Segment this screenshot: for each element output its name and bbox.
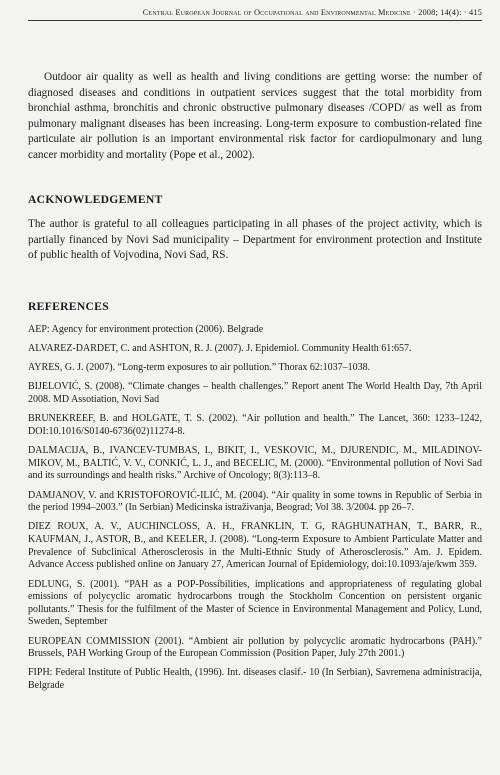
reference-item: DAMJANOV, V. and KRISTOFOROVIĆ-ILIĆ, M. (2004). “Air quality in some towns in Republic of Serbia in the period 1994–2003.” (In Serbian) Medicinska istraživanja, Beograd; Vol 38. 3/2004. pp 26–7. bbox=[28, 489, 482, 514]
reference-item: AEP: Agency for environment protection (2006). Belgrade bbox=[28, 323, 264, 335]
body-paragraph: Outdoor air quality as well as health and living conditions are getting worse: the number of diagnosed diseases and conditions in outpatient services suggest that the total morbidity from bronchial asthma, bronchitis and chronic obstructive pulmonary diseases /COPD/ as well as from pulmonary malignant diseases has been increasing. Long-term exposure to combustion-related fine particulate air pollution is an important environmental risk factor for cardiopulmonary and lung cancer morbidity and mortality (Pope et al., 2002). bbox=[28, 71, 482, 161]
reference-item: BRUNEKREEF, B. and HOLGATE, T. S. (2002). “Air pollution and health.” The Lancet, 360: 1233–1242, DOI:10.1016/S0140-6736(02)11274-8. bbox=[28, 413, 482, 437]
reference-item: EDLUNG, S. (2001). “PAH as a POP-Possibilities, implications and appropriateness of regulating global emissions of polycyclic aromatic hydrocarbons trough the Stockholm Concention on persistent organic pollutants.” Thesis for the fulfilment of the Master of Science in Environmental Management and Policy, Lund, Sweden, September bbox=[28, 578, 482, 628]
reference-item: DIEZ ROUX, A. V., AUCHINCLOSS, A. H., FRANKLIN, T. G, RAGHUNATHAN, T., BARR, R., KAUFMAN, J., ASTOR, B., and KEELER, J. (2008). “Long-term Exposure to Ambient Particulate Matter and Prevalence of Subclinical Atherosclerosis in the Multi-Ethnic Study of Atherosclerosis.” Am. J. Epidem. Advance Access published online on January 27, American Journal of Epidemiology, doi:10.1093/aje/kwm 359. bbox=[28, 521, 482, 571]
reference-item: BIJELOVIĆ, S. (2008). “Climate changes – health challenges.” Report anent The World Health Day, 7th April 2008. MD Assotiation, Novi Sad bbox=[28, 381, 482, 405]
running-head: Central European Journal of Occupational and Environmental Medicine · 2008; 14(4): · 415 bbox=[28, 8, 482, 21]
reference-item: AYRES, G. J. (2007). “Long-term exposures to air pollution.” Thorax 62:1037–1038. bbox=[28, 362, 371, 374]
page-content bbox=[28, 70, 482, 699]
references-heading: REFERENCES bbox=[28, 299, 109, 313]
acknowledgement-heading: ACKNOWLEDGEMENT bbox=[28, 193, 163, 206]
reference-item: ALVAREZ-DARDET, C. and ASHTON, R. J. (2007). J. Epidemiol. Community Health 61:657. bbox=[28, 342, 412, 354]
reference-list bbox=[28, 324, 482, 693]
reference-item: FIPH: Federal Institute of Public Health, (1996). Int. diseases clasif.- 10 (In Serbian), Savremena administracija, Belgrade bbox=[28, 667, 482, 692]
reference-item: EUROPEAN COMMISSION (2001). “Ambient air pollution by polycyclic aromatic hydrocarbons (PAH).” Brussels, PAH Working Group of the European Commission (Position Paper, July 27th 2001.) bbox=[28, 635, 482, 660]
reference-item: DALMACIJA, B., IVANCEV-TUMBAS, I., BIKIT, I., VESKOVIC, M., DJURENDIC, M., MILADINOV-MIKOV, M., BALTIĆ, V. V., CONKIĆ, L. J., and BECELIC, M. (2000). “Environmental pollution of Novi Sad and its surroundings and health risks.” Archive of Oncology; 8(3):113–8. bbox=[28, 445, 482, 482]
acknowledgement-text: The author is grateful to all colleagues participating in all phases of the project activity, which is partially financed by Novi Sad municipality – Department for environment protection and Institute of public health of Vojvodina, Novi Sad, RS. bbox=[28, 218, 482, 261]
